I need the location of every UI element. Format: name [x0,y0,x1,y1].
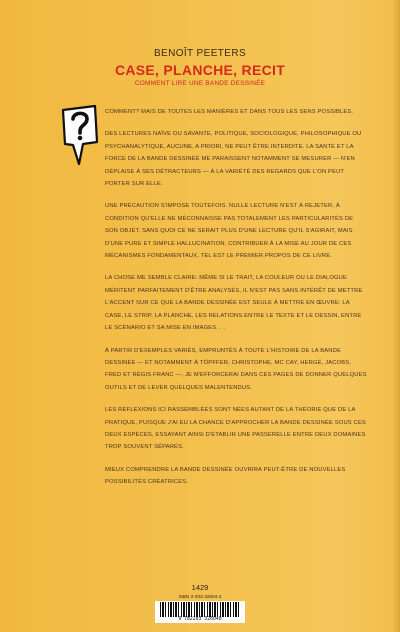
blurb-paragraph: COMMENT? MAIS DE TOUTES LES MANIÈRES ET DANS TOUS LES SENS POSSIBLES. [105,109,354,115]
blurb-paragraph: UNE PRÉCAUTION S'IMPOSE TOUTEFOIS. NULLE LECTURE N'EST À REJETER, À CONDITION QU'ELLE NE MÉCONNAISSE PAS TOTALEMENT LES PARTICULARITÉS DE SON OBJET. SANS QUOI CE NE SERAIT PLUS D'UNE LECTURE QU'IL S'AGIRAIT, MAIS D'UNE PURE ET SIMPLE HALLUCINATION. CONTRIBUER À LA MISE AU JOUR DE CES MÉCANISMES FONDAMENTAUX, TEL EST LE PREMIER PROPOS DE CE LIVRE. [105,203,354,260]
book-title: CASE, PLANCHE, RECIT [114,62,286,78]
barcode-bars [160,602,240,617]
blurb-paragraph: LES RÉFLEXIONS ICI RASSEMBLÉES SONT NÉES AUTANT DE LA THÉORIE QUE DE LA PRATIQUE, PUISQUE J'AI EU LA CHANCE D'APPROCHER LA BANDE DESSINÉE SOUS CES DEUX ESPÈCES, ESSAYANT AINSI D'ÉTABLIR UNE PASSERELLE ENTRE DEUX DOMAINES TROP SOUVENT SÉPARÉS. [105,407,366,451]
blurb-paragraph: LA CHOSE ME SEMBLE CLAIRE: MÊME SI LE TRAIT, LA COULEUR OU LE DIALOGUE MÉRITENT PARFAITEMENT D'ÊTRE ANALYSÉS, IL N'EST PAS SANS INTÉRÊT DE METTRE L'ACCENT SUR CE QUE LA BANDE DESSINÉE EST SEULE À METTRE EN ŒUVRE: LA CASE, LE STRIP, LA PLANCHE, LES RELATIONS ENTRE LE TEXTE ET LE DESSIN, ENTRE LE SCÉNARIO ET SA MISE EN IMAGES. . . [105,275,363,332]
question-mark-bubble-icon [61,104,99,166]
barcode [155,601,245,623]
blurb-paragraph: DES LECTURES NAÏVE OU SAVANTE, POLITIQUE, SOCIOLOGIQUE, PHILOSOPHIQUE OU PSYCHANALYTIQUE, AUCUNE, A PRIORI, NE PEUT ÊTRE INTERDITE. LA SANTÉ ET LA FORCE DE LA BANDE DESSINÉE ME PARAISSENT NOTAMMENT SE MESURER — N'EN DÉPLAISE À SES DÉTRACTEURS — À LA VARIÉTÉ DES REGARDS QUE L'ON PEUT PORTER SUR ELLE. [105,131,362,188]
blurb-paragraph: À PARTIR D'EXEMPLES VARIÉS, EMPRUNTÉS À TOUTE L'HISTOIRE DE LA BANDE DESSINÉE — ET NOTAMMENT À TÖPFFER, CHRISTOPHE, MC CAY, HERGÉ, JACOBS, FRED ET RÉGIS FRANC —, JE M'EFFORCERAI DANS CES PAGES DE DONNER QUELQUES OUTILS ET DE LEVER QUELQUES MALENTENDUS. [105,347,367,391]
blurb-paragraph: MIEUX COMPRENDRE LA BANDE DESSINÉE OUVRIRA PEUT-ÊTRE DE NOUVELLES POSSIBILITÉS CRÉATRICES. [105,466,346,486]
isbn-label: ISBN 2-203-32604-2 [178,594,222,599]
catalog-number: 1429 [191,583,209,592]
blurb-text [105,106,367,499]
book-subtitle: COMMENT LIRE UNE BANDE DESSINÉE [134,80,266,87]
author-name: BENOÎT PEETERS [153,48,247,59]
barcode-digits: 9 782203 326040 [178,617,222,622]
